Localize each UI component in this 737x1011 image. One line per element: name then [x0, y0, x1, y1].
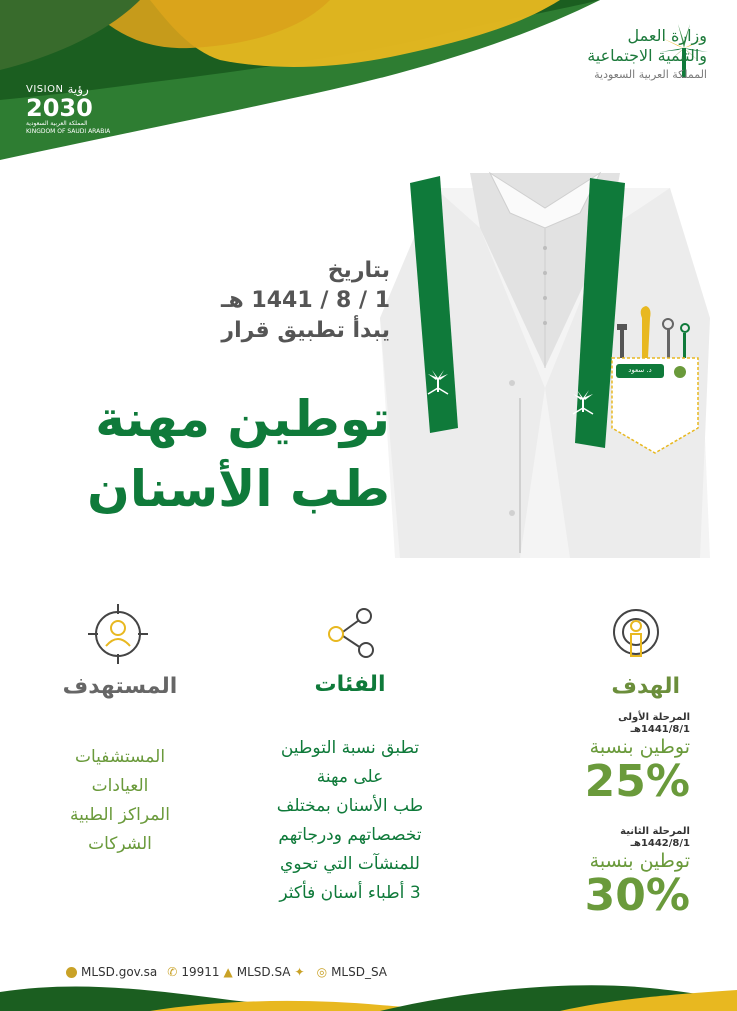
target-title: المستهدف	[62, 674, 178, 699]
target-item: الشركات	[88, 834, 152, 854]
phase-percent: 25%	[584, 756, 690, 807]
phase-percent: 30%	[584, 870, 690, 921]
vision-label-ar: رؤية	[67, 82, 89, 96]
categories-line: تخصصاتهم ودرجاتهم	[278, 825, 422, 845]
categories-text	[250, 734, 450, 908]
phase-name: المرحلة الثانية	[620, 826, 690, 837]
footer-website[interactable]: MLSD.gov.sa	[81, 965, 158, 979]
intro-date-label: بتاريخ	[327, 258, 390, 283]
goal-phase-1	[570, 712, 690, 806]
snapchat-icon: ▲	[223, 965, 233, 979]
twitter-icon: ✦	[294, 965, 305, 979]
ministry-name	[527, 26, 707, 84]
vision-year: 2030	[26, 94, 93, 122]
categories-line: للمنشآت التي تحوي	[280, 854, 420, 874]
goal-phase-2	[570, 826, 690, 920]
phone-icon: ✆	[167, 965, 178, 979]
goal-title: الهدف	[611, 674, 680, 699]
vision-line-ar: المملكة العربية السعودية	[26, 120, 88, 127]
phase-date: 1442/8/1هـ	[630, 838, 690, 849]
target-item: المراكز الطبية	[70, 805, 170, 825]
target-item: العيادات	[91, 776, 149, 796]
ministry-line-3: المملكة العربية السعودية	[594, 68, 707, 81]
footer-waves	[0, 970, 737, 1011]
vision-line-en: KINGDOM OF SAUDI ARABIA	[26, 128, 111, 135]
categories-line: 3 أطباء أسنان فأكثر	[279, 883, 421, 903]
coat-name-tag: د. سعود	[628, 366, 652, 374]
categories-line: طب الأسنان بمختلف	[276, 796, 424, 816]
target-item: المستشفيات	[74, 747, 166, 767]
ministry-line-1: وزارة العمل	[627, 26, 707, 45]
footer-instagram[interactable]: MLSD_SA	[331, 965, 388, 979]
target-goal-icon	[606, 604, 666, 664]
instagram-icon: ◎	[316, 965, 328, 979]
headline-line-1: توطين مهنة	[95, 390, 390, 448]
headline	[40, 384, 390, 524]
intro-decision: يبدأ تطبيق قرار	[221, 318, 390, 343]
phase-label: توطين بنسبة	[589, 736, 690, 758]
ministry-line-2: والتنمية الاجتماعية	[587, 46, 707, 65]
footer-snapchat[interactable]: MLSD.SA	[236, 965, 291, 979]
dental-coat-illustration	[380, 168, 710, 558]
vision-2030-logo	[26, 82, 136, 144]
vision-label-en: VISION	[26, 83, 64, 95]
share-nodes-icon	[322, 604, 382, 664]
footer-phone[interactable]: 19911	[181, 965, 220, 979]
intro-text	[210, 256, 390, 346]
target-person-icon	[88, 604, 148, 664]
target-list	[40, 743, 200, 859]
intro-date: 1 / 8 / 1441 هـ	[220, 288, 390, 313]
categories-line: على مهنة	[316, 767, 384, 787]
categories-line: تطبق نسبة التوطين	[280, 738, 420, 758]
headline-line-2: طب الأسنان	[87, 460, 390, 518]
phase-name: المرحلة الأولى	[618, 712, 690, 723]
categories-title: الفئات	[314, 672, 386, 697]
phase-label: توطين بنسبة	[589, 850, 690, 872]
phase-date: 1441/8/1هـ	[630, 724, 690, 735]
